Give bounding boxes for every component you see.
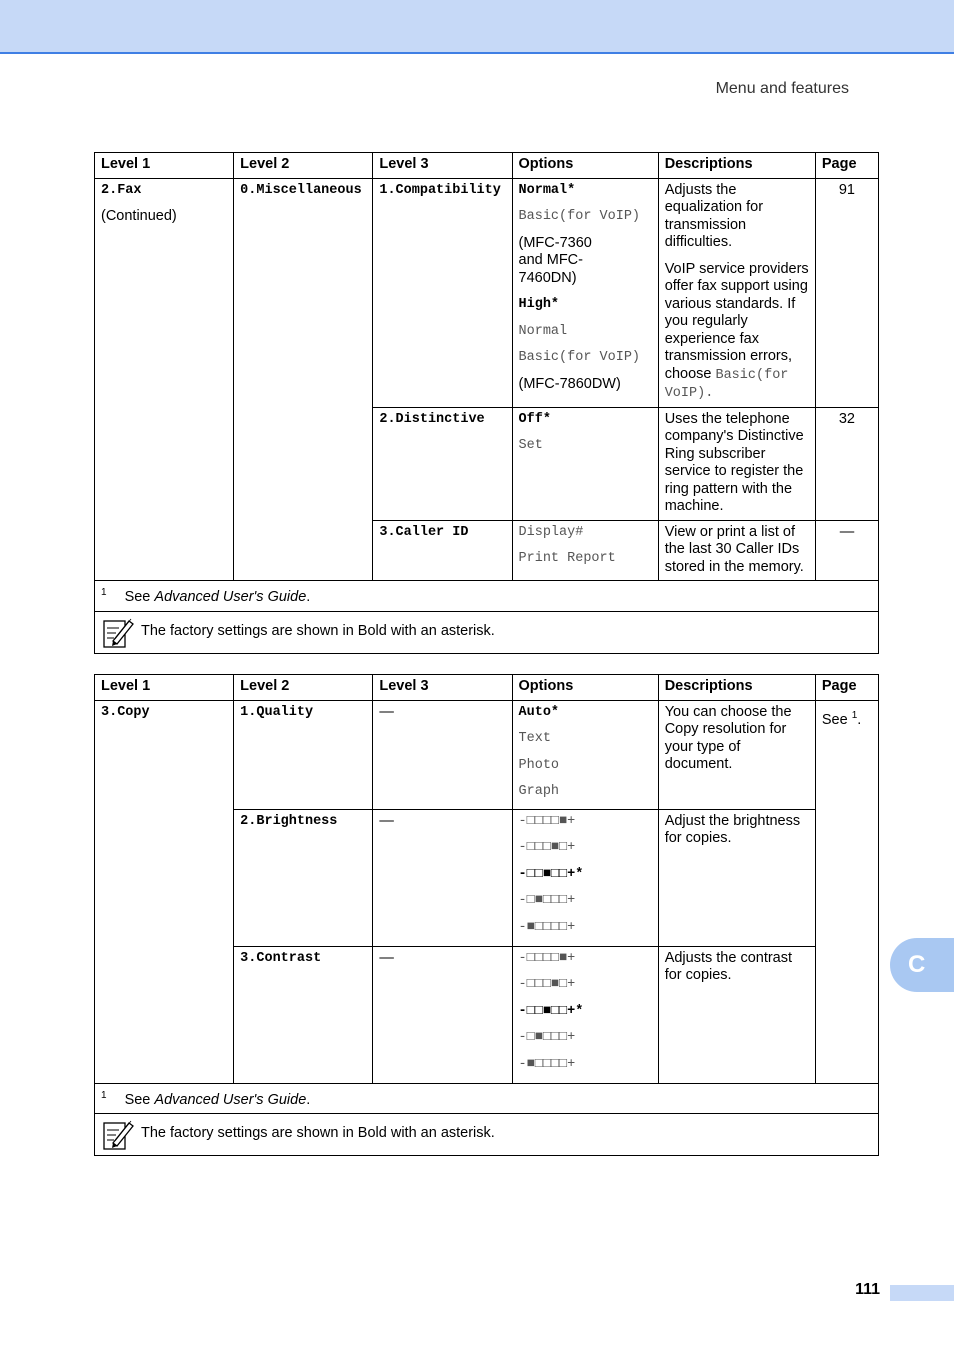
option-brightness-level: -■□□□□+ — [518, 919, 576, 935]
options-cell — [512, 407, 658, 520]
option-basic-voip: Basic(for VoIP) — [518, 209, 641, 224]
description-code: Basic(for VoIP). — [664, 367, 789, 401]
option-brightness-level: -□■□□□+ — [518, 893, 576, 908]
option-text: Text — [518, 731, 551, 746]
description-cell: Adjusts the contrast for copies. — [658, 946, 815, 1083]
option-photo: Photo — [518, 757, 560, 773]
col-header-options: Options — [512, 153, 658, 179]
level2-cell — [234, 178, 373, 581]
option-display: Display# — [518, 524, 584, 540]
top-banner — [0, 0, 954, 54]
page-number-bar — [890, 1285, 954, 1301]
option-print-report: Print Report — [518, 551, 616, 566]
level2-cell — [234, 809, 373, 946]
col-header-level2: Level 2 — [234, 153, 373, 179]
option-set: Set — [518, 438, 543, 453]
level1-continued: (Continued) — [101, 208, 177, 224]
col-header-descriptions: Descriptions — [658, 675, 815, 701]
table-header-row — [95, 153, 879, 179]
options-cell — [512, 520, 658, 581]
footnote-row — [95, 1083, 879, 1114]
option-graph: Graph — [518, 784, 560, 799]
page-end: . — [857, 711, 862, 728]
page-number: 111 — [855, 1281, 880, 1298]
col-header-level1: Level 1 — [95, 153, 234, 179]
footnote-text: See — [124, 589, 155, 605]
note-row — [95, 611, 879, 653]
options-cell — [512, 700, 658, 809]
option-high-default: High* — [518, 297, 560, 312]
footnote-row — [95, 581, 879, 612]
col-header-page: Page — [815, 153, 878, 179]
level2-cell — [234, 946, 373, 1083]
note-cell — [95, 1114, 879, 1156]
description-cell: You can choose the Copy resolution for your type of document. — [658, 700, 815, 809]
level3-cell: — — [373, 700, 512, 809]
note-row — [95, 1114, 879, 1156]
note-pencil-icon — [101, 1117, 135, 1151]
level2-miscellaneous: 0.Miscellaneous — [240, 182, 362, 198]
col-header-descriptions: Descriptions — [658, 153, 815, 179]
options-cell — [512, 178, 658, 407]
table-row — [95, 178, 879, 407]
option-contrast-level: -□□□□■+ — [518, 950, 576, 966]
option-model-note: (MFC-7360 and MFC-7460DN) — [518, 234, 592, 286]
level2-contrast: 3.Contrast — [240, 950, 322, 966]
option-auto-default: Auto* — [518, 704, 560, 720]
note-text: The factory settings are shown in Bold with an asterisk. — [141, 1125, 495, 1142]
description-cell — [658, 178, 815, 407]
note-text: The factory settings are shown in Bold with an asterisk. — [141, 622, 495, 639]
col-header-level3: Level 3 — [373, 153, 512, 179]
page-header-title: Menu and features — [715, 80, 849, 97]
chapter-tab-c: C — [890, 938, 954, 992]
option-off-default: Off* — [518, 411, 551, 427]
col-header-options: Options — [512, 675, 658, 701]
option-normal: Normal — [518, 323, 568, 339]
page-footnote-mark: 1 — [851, 709, 858, 721]
page-see: See — [821, 711, 848, 728]
level3-distinctive: 2.Distinctive — [379, 411, 485, 427]
footnote-mark: 1 — [101, 587, 107, 598]
option-contrast-level: -□■□□□+ — [518, 1030, 576, 1045]
copy-menu-table — [94, 674, 879, 1156]
page-cell — [815, 700, 878, 1083]
description-text-part: VoIP service providers offer fax support using various standards. If you regularly experience fax transmission errors, choose — [664, 260, 809, 382]
description-cell: Adjust the brightness for copies. — [658, 809, 815, 946]
note-cell — [95, 611, 879, 653]
level3-cell — [373, 407, 512, 520]
level3-cell: — — [373, 809, 512, 946]
description-cell: Uses the telephone company's Distinctive Ring subscriber service to register the ring pattern with the machine. — [658, 407, 815, 520]
col-header-page: Page — [815, 675, 878, 701]
footnote-guide-title: Advanced User's Guide — [154, 589, 307, 605]
footnote-text: See — [124, 1091, 155, 1108]
footnote-mark: 1 — [101, 1089, 107, 1101]
level3-cell — [373, 178, 512, 407]
footnote-end: . — [306, 1091, 311, 1108]
description-text: Adjusts the equalization for transmission difficulties. — [664, 181, 764, 250]
level3-cell: — — [373, 946, 512, 1083]
level3-cell — [373, 520, 512, 581]
option-contrast-default: -□□■□□+* — [518, 1003, 584, 1019]
level1-fax: 2.Fax — [101, 182, 142, 198]
page-cell: 32 — [815, 407, 878, 520]
footnote-guide-title: Advanced User's Guide — [154, 1091, 307, 1108]
description-text — [665, 261, 809, 403]
options-cell — [512, 946, 658, 1083]
option-brightness-default: -□□■□□+* — [518, 866, 584, 882]
option-contrast-level: -■□□□□+ — [518, 1056, 576, 1072]
note-pencil-icon — [101, 615, 135, 649]
col-header-level1: Level 1 — [95, 675, 234, 701]
table-header-row — [95, 675, 879, 701]
fax-menu-table — [94, 152, 879, 654]
col-header-level2: Level 2 — [234, 675, 373, 701]
option-brightness-level: -□□□□■+ — [518, 813, 576, 829]
description-cell: View or print a list of the last 30 Caller IDs stored in the memory. — [658, 520, 815, 581]
page-cell: — — [815, 520, 878, 581]
level1-cell — [95, 700, 234, 1083]
option-brightness-level: -□□□■□+ — [518, 840, 576, 855]
option-normal-default: Normal* — [518, 182, 576, 198]
footnote — [95, 581, 879, 612]
level2-brightness: 2.Brightness — [240, 813, 338, 829]
level1-cell — [95, 178, 234, 581]
page-cell: 91 — [815, 178, 878, 407]
level2-cell — [234, 700, 373, 809]
table-row — [95, 700, 879, 809]
footnote-end: . — [306, 589, 311, 605]
level1-copy: 3.Copy — [101, 704, 150, 720]
options-cell — [512, 809, 658, 946]
option-basic-voip-2: Basic(for VoIP) — [518, 350, 641, 365]
col-header-level3: Level 3 — [373, 675, 512, 701]
level2-quality: 1.Quality — [240, 704, 314, 720]
level3-compatibility: 1.Compatibility — [379, 182, 501, 198]
option-contrast-level: -□□□■□+ — [518, 977, 576, 992]
level3-caller-id: 3.Caller ID — [379, 524, 469, 540]
footnote — [95, 1083, 879, 1114]
option-model-note-2: (MFC-7860DW) — [518, 375, 621, 392]
